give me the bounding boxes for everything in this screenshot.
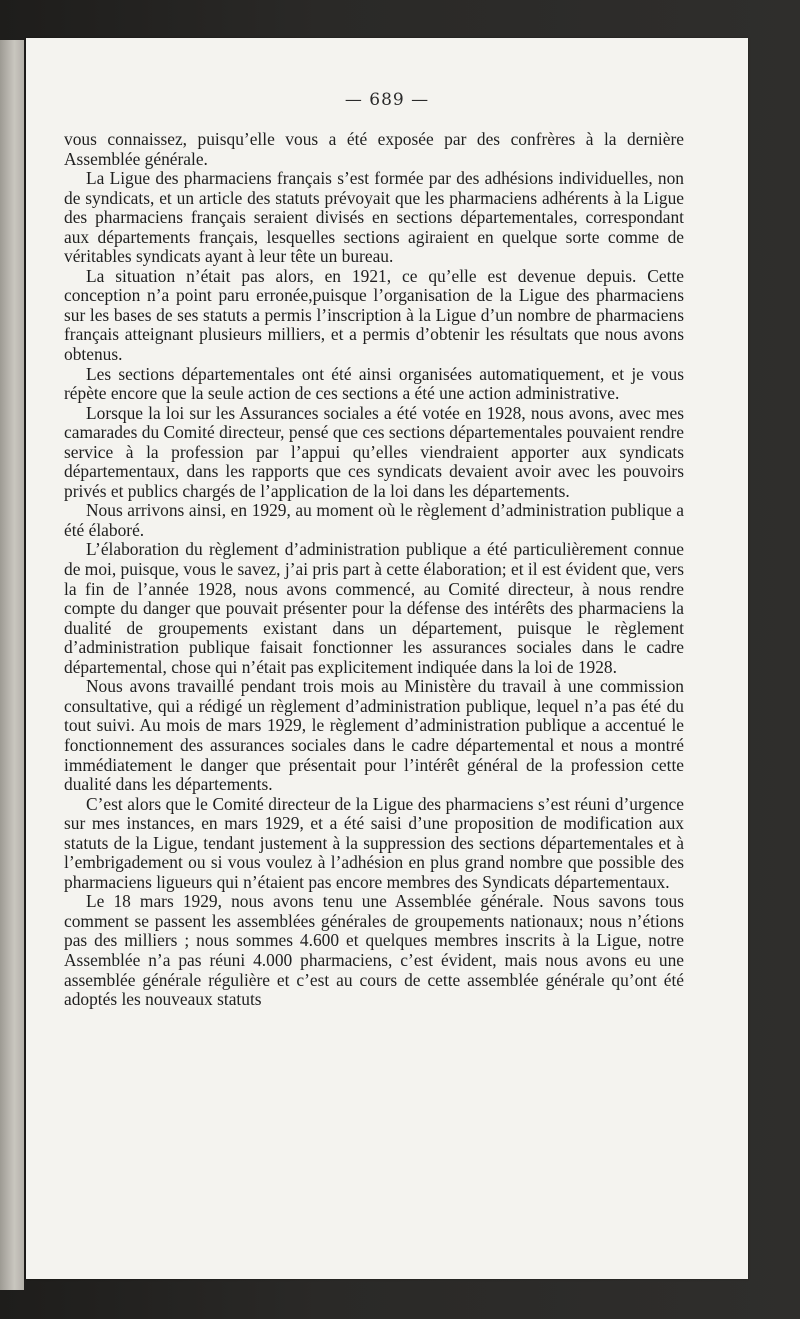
- paragraph: vous connaissez, puisqu’elle vous a été exposée par des confrères à la dernière Assemblée générale.: [64, 129, 684, 169]
- paragraph: La situation n’était pas alors, en 1921, ce qu’elle est devenue depuis. Cette conception n’a point paru erronée,puisque l’organisation de la Ligue des pharmaciens sur les bases de ses statuts a permis l’inscription à la Ligue d’un nombre de pharmaciens français atteignant plusieurs milliers, et a permis d’obtenir les résultats que nous avons obtenus.: [64, 265, 684, 365]
- paragraph: Nous arrivons ainsi, en 1929, au moment où le règlement d’administration publique a été élaboré.: [64, 500, 684, 540]
- paragraph: La Ligue des pharmaciens français s’est formée par des adhésions individuelles, non de syndicats, et un article des statuts prévoyait que les pharmaciens adhérents à la Ligue des pharmaciens français seraient divisés en sections départementales, correspondant aux départements français, lesquelles sections agiraient en quelque sorte comme de véritables syndicats ayant à leur tête un bureau.: [64, 168, 684, 267]
- page-number: — 689 —: [344, 90, 430, 110]
- paragraph: Le 18 mars 1929, nous avons tenu une Assemblée générale. Nous savons tous comment se passent les assemblées générales de groupements nationaux; nous n’étions pas des milliers ; nous sommes 4.600 et quelques membres inscrits à la Ligue, notre Assemblée n’a pas réuni 4.000 pharmaciens, c’est évident, mais nous avons eu une assemblée générale régulière et c’est au cours de cette assemblée générale qu’ont été adoptés les nouveaux statuts: [64, 891, 684, 1010]
- paragraph: C’est alors que le Comité directeur de la Ligue des pharmaciens s’est réuni d’urgence sur mes instances, en mars 1929, et a été saisi d’une proposition de modification aux statuts de la Ligue, tendant justement à la suppression des sections départementales et à l’embrigadement ou si vous voulez à l’adhésion en plus grand nombre que possible des pharmaciens ligueurs qui n’étaient pas encore membres des Syndicats départementaux.: [64, 793, 684, 892]
- paragraph: Les sections départementales ont été ainsi organisées automatiquement, et je vous répète encore que la seule action de ces sections a été une action administrative.: [64, 363, 684, 404]
- book-page: [26, 38, 748, 1279]
- paragraph: L’élaboration du règlement d’administration publique a été particulièrement connue de moi, puisque, vous le savez, j’ai pris part à cette élaboration; et il est évident que, vers la fin de l’année 1928, nous avons commencé, au Comité directeur, à nous rendre compte du danger que pouvait présenter pour la défense des intérêts des pharmaciens la dualité de groupements existant dans un département, puisque le règlement d’administration publique faisait fonctionner les assurances sociales dans le cadre départemental, chose qui n’était pas explicitement indiquée dans la loi de 1928.: [64, 539, 684, 677]
- paragraph: Lorsque la loi sur les Assurances sociales a été votée en 1928, nous avons, avec mes camarades du Comité directeur, pensé que ces sections départementales pouvaient rendre service à la profession par l’appui qu’elles viendraient apporter aux syndicats départementaux, dans les rapports que ces syndicats devaient avoir avec les pouvoirs privés et publics chargés de l’application de la loi dans les départements.: [64, 402, 684, 501]
- body-text: [64, 130, 684, 1010]
- facing-page-edge: [0, 40, 24, 1290]
- paragraph: Nous avons travaillé pendant trois mois au Ministère du travail à une commission consultative, qui a rédigé un règlement d’administration publique, lequel n’a pas été du tout suivi. Au mois de mars 1929, le règlement d’administration publique a accentué le fonctionnement des assurances sociales dans le cadre départemental et nous a montré immédiatement le danger que présentait pour l’intérêt général de la profession cette dualité dans les départements.: [64, 676, 684, 795]
